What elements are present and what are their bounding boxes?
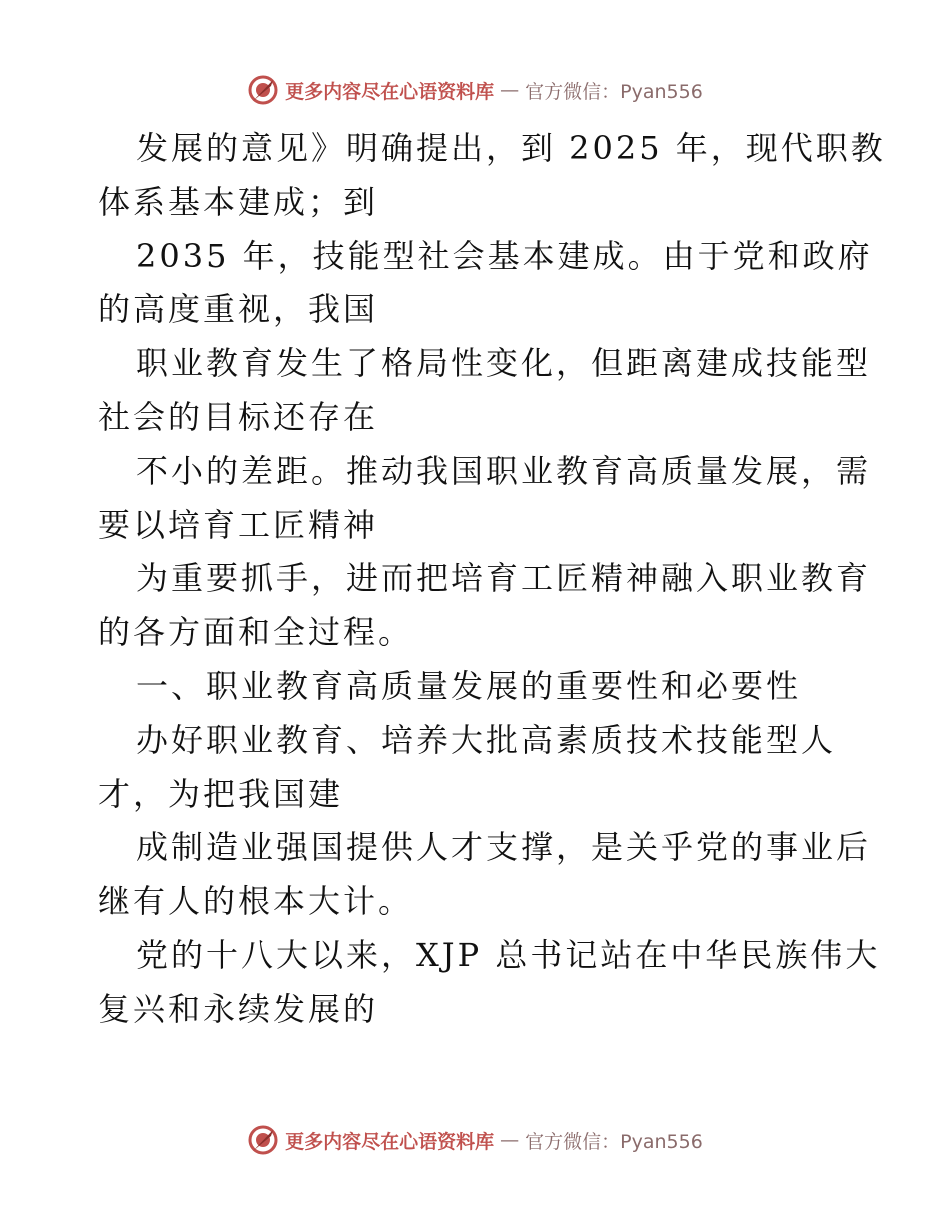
- text-line: 职业教育发生了格局性变化，但距离建成技能型: [136, 344, 872, 383]
- text-line: 发展的意见》明确提出，到 2025 年，现代职教: [136, 129, 886, 167]
- text-line: 办好职业教育、培养大批高素质技术技能型人: [136, 720, 837, 759]
- banner-title: 更多内容尽在心语资料库: [285, 1130, 495, 1153]
- document-body: [98, 122, 886, 1037]
- text-line: 的高度重视，我国: [98, 290, 379, 329]
- header-banner: [0, 70, 950, 110]
- text-line: 社会的目标还存在: [98, 397, 379, 436]
- text-line: 为重要抓手，进而把培育工匠精神融入职业教育: [136, 559, 872, 598]
- banner-separator: —: [500, 1129, 520, 1151]
- footer-banner: [0, 1120, 950, 1160]
- text-line: 不小的差距。推动我国职业教育高质量发展，需: [136, 451, 872, 490]
- text-line: 才，为把我国建: [98, 774, 344, 813]
- text-line: 的各方面和全过程。: [98, 613, 414, 652]
- banner-title: 更多内容尽在心语资料库: [285, 80, 495, 103]
- text-line: 体系基本建成；到: [98, 182, 379, 221]
- text-line: 2035 年，技能型社会基本建成。由于党和政府: [136, 236, 873, 275]
- text-line: 党的十八大以来，XJP 总书记站在中华民族伟大: [136, 935, 881, 974]
- quill-logo-icon: [247, 74, 279, 106]
- banner-contact: 官方微信：Pyan556: [525, 1130, 703, 1153]
- text-line: 成制造业强国提供人才支撑，是关乎党的事业后: [136, 828, 872, 867]
- text-line: 继有人的根本大计。: [98, 882, 414, 921]
- banner-separator: —: [500, 79, 520, 101]
- banner-contact: 官方微信：Pyan556: [525, 80, 703, 103]
- text-line: 复兴和永续发展的: [98, 989, 379, 1028]
- section-heading: 一、职业教育高质量发展的重要性和必要性: [136, 666, 802, 705]
- text-line: 要以培育工匠精神: [98, 505, 379, 544]
- quill-logo-icon: [247, 1124, 279, 1156]
